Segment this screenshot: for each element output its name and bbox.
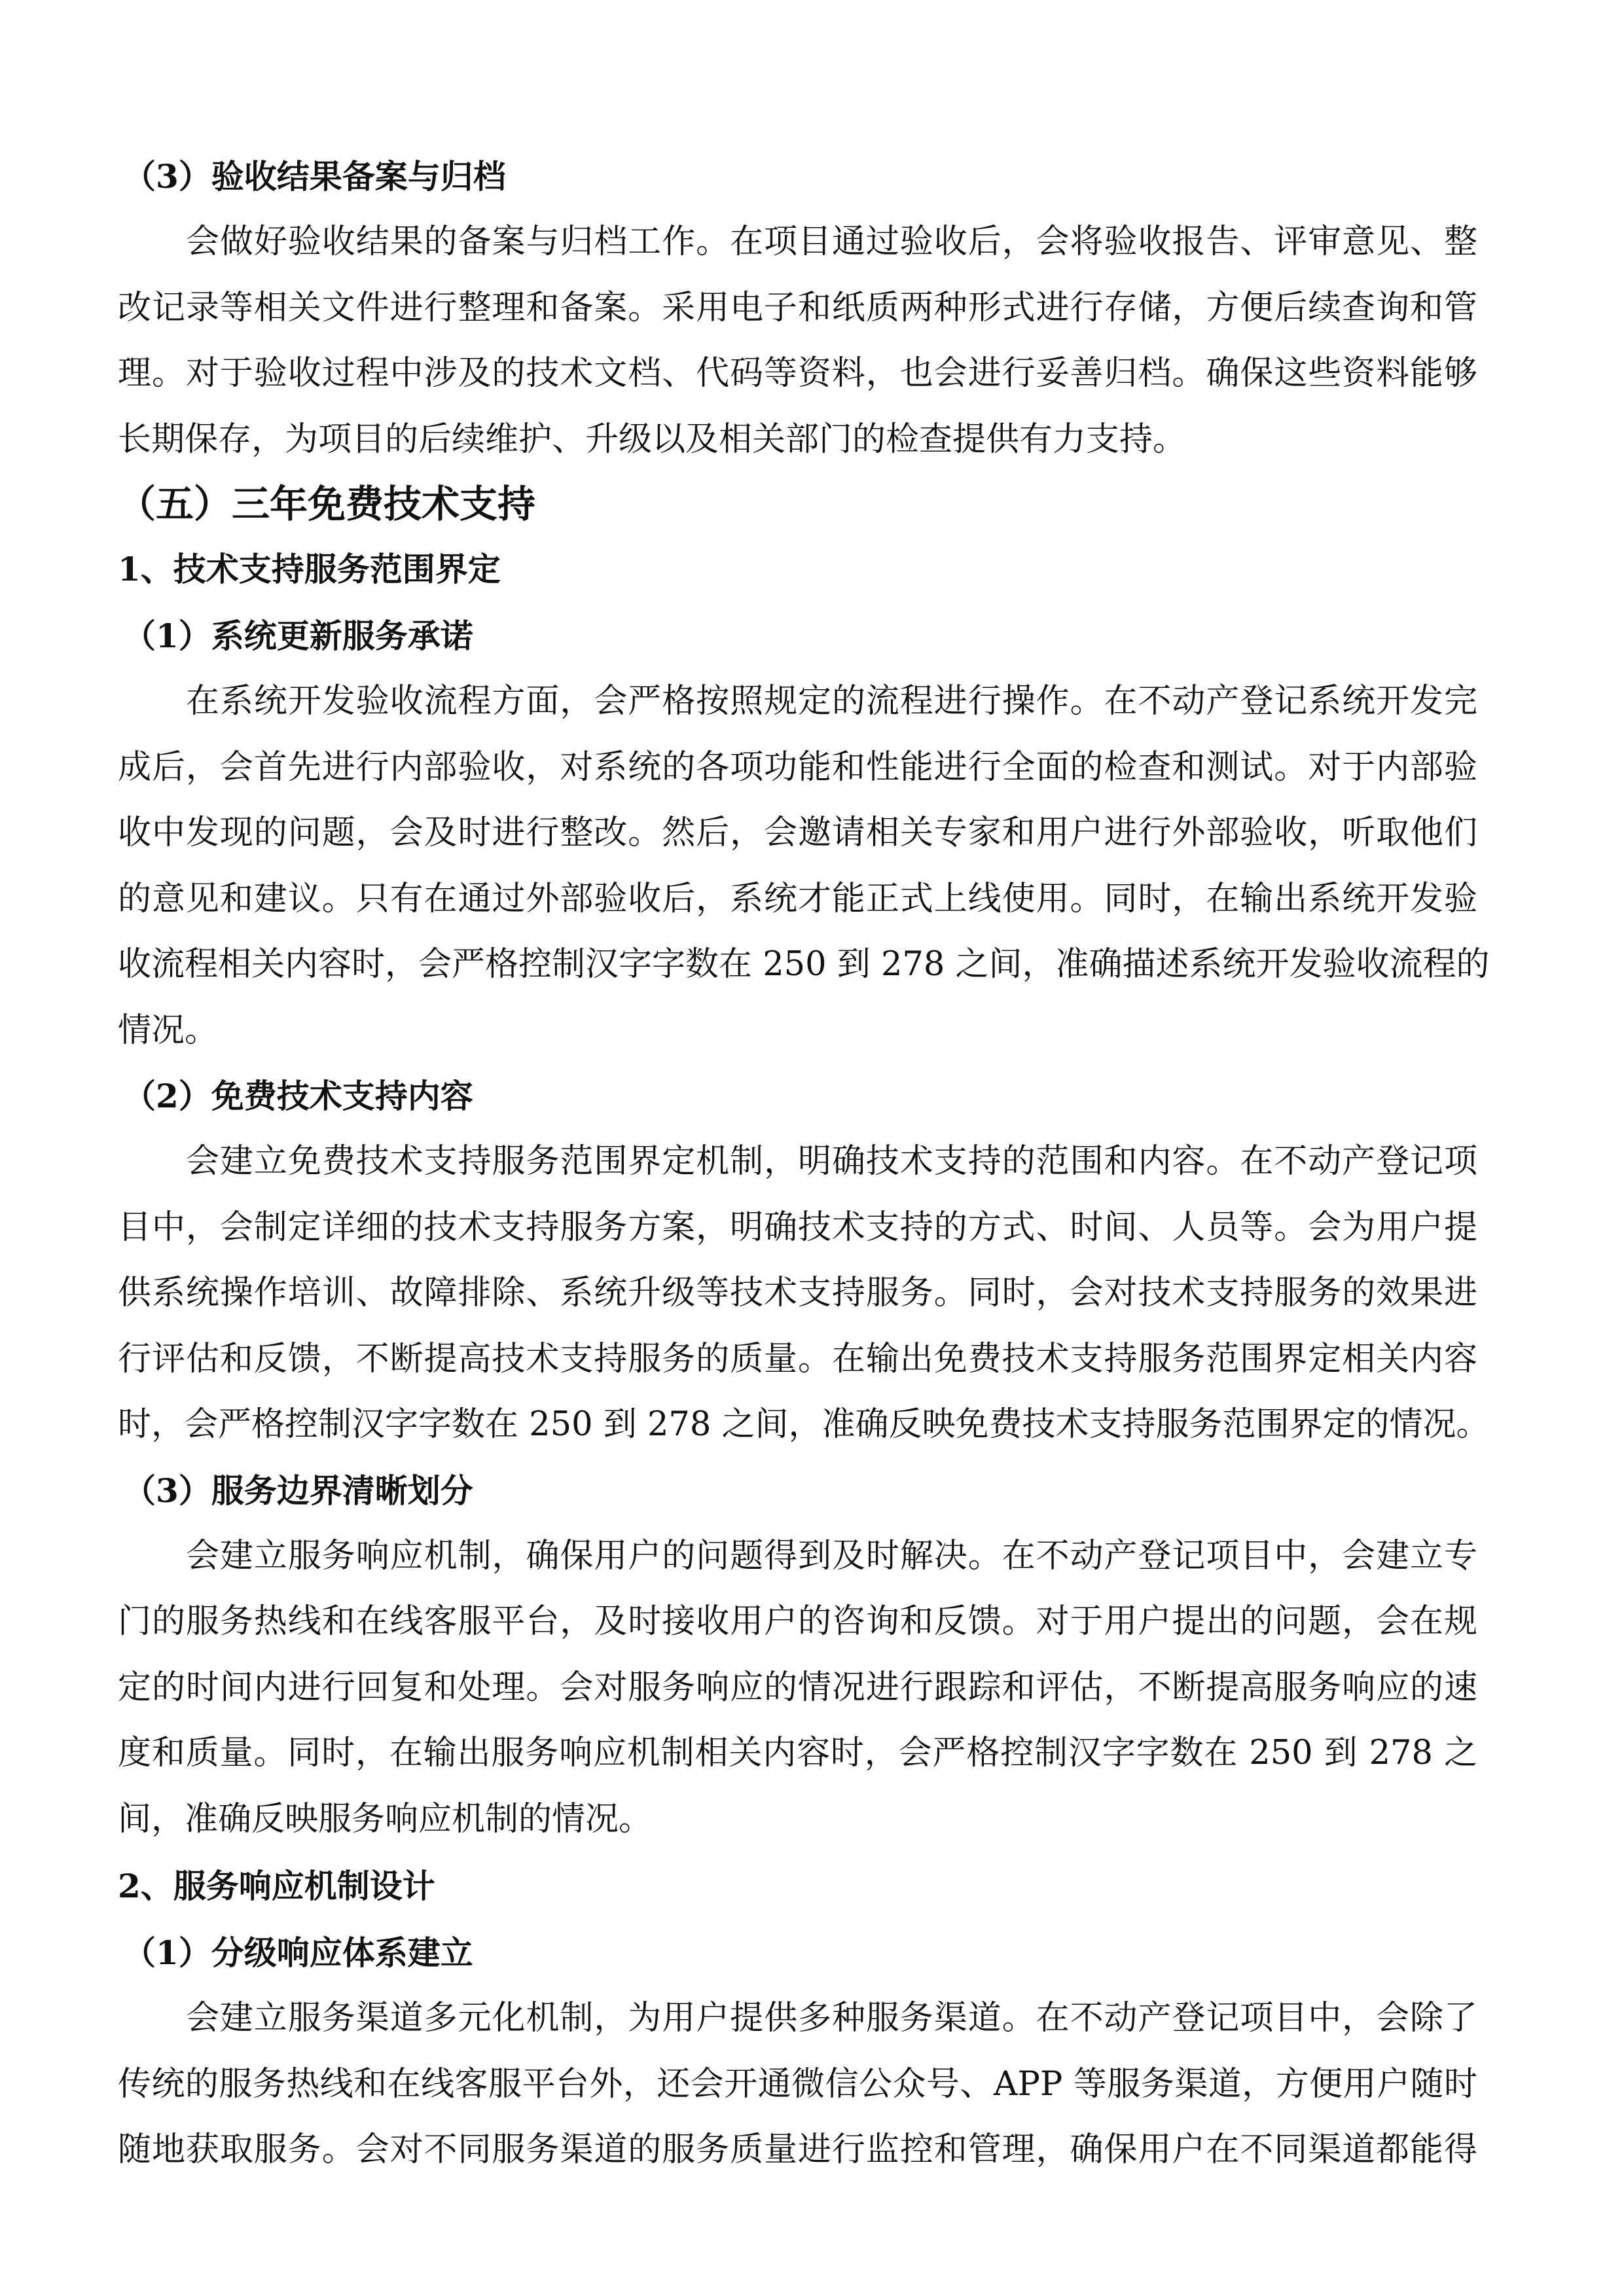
paragraph-line: 成后，会首先进行内部验收，对系统的各项功能和性能进行全面的检查和测试。对于内部验 (118, 747, 1477, 787)
paragraph-line: 收中发现的问题，会及时进行整改。然后，会邀请相关专家和用户进行外部验收，听取他们 (118, 814, 1477, 852)
paragraph-line: 定的时间内进行回复和处理。会对服务响应的情况进行跟踪和评估，不断提高服务响应的速 (118, 1668, 1477, 1707)
paragraph-line: 门的服务热线和在线客服平台，及时接收用户的咨询和反馈。对于用户提出的问题，会在规 (118, 1602, 1477, 1641)
subsection-heading: （1）分级响应体系建立 (123, 1933, 473, 1972)
paragraph-line: 度和质量。同时，在输出服务响应机制相关内容时，会严格控制汉字字数在 250 到 278 之 (118, 1734, 1477, 1772)
paragraph-line: 长期保存，为项目的后续维护、升级以及相关部门的检查提供有力支持。 (118, 420, 1187, 459)
paragraph-line: 在系统开发验收流程方面，会严格按照规定的流程进行操作。在不动产登记系统开发完 (186, 682, 1477, 721)
body-paragraph (118, 1986, 1477, 2183)
paragraph-line: 时，会严格控制汉字字数在 250 到 278 之间，准确反映免费技术支持服务范围界定的情况。 (118, 1405, 1490, 1444)
body-paragraph (118, 1129, 1490, 1458)
paragraph-line: 的意见和建议。只有在通过外部验收后，系统才能正式上线使用。同时，在输出系统开发验 (118, 879, 1477, 918)
subsection-heading: （1）系统更新服务承诺 (123, 617, 473, 655)
paragraph-line: 会建立免费技术支持服务范围界定机制，明确技术支持的范围和内容。在不动产登记项 (186, 1142, 1477, 1181)
body-paragraph (118, 209, 1477, 473)
paragraph-line: 间，准确反映服务响应机制的情况。 (118, 1799, 653, 1839)
body-paragraph (118, 669, 1490, 1064)
subsection-heading: （2）免费技术支持内容 (123, 1077, 473, 1115)
paragraph-line: 收流程相关内容时，会严格控制汉字字数在 250 到 278 之间，准确描述系统开发验收流程的 (118, 945, 1490, 984)
paragraph-line: 会做好验收结果的备案与归档工作。在项目通过验收后，会将验收报告、评审意见、整 (186, 223, 1477, 261)
paragraph-line: 行评估和反馈，不断提高技术支持服务的质量。在输出免费技术支持服务范围界定相关内容 (118, 1339, 1477, 1378)
subsection-heading: （3）验收结果备案与归档 (123, 157, 506, 196)
body-paragraph (118, 1524, 1477, 1853)
paragraph-line: 随地获取服务。会对不同服务渠道的服务质量进行监控和管理，确保用户在不同渠道都能得 (118, 2130, 1477, 2169)
paragraph-line: 供系统操作培训、故障排除、系统升级等技术支持服务。同时，会对技术支持服务的效果进 (118, 1274, 1477, 1312)
paragraph-line: 理。对于验收过程中涉及的技术文档、代码等资料，也会进行妥善归档。确保这些资料能够 (118, 354, 1477, 393)
numbered-heading: 2、服务响应机制设计 (118, 1867, 435, 1905)
paragraph-line: 会建立服务渠道多元化机制，为用户提供多种服务渠道。在不动产登记项目中，会除了 (186, 1999, 1477, 2037)
section-heading: （五）三年免费技术支持 (118, 482, 536, 526)
paragraph-line: 传统的服务热线和在线客服平台外，还会开通微信公众号、APP 等服务渠道，方便用户随时 (118, 2064, 1477, 2104)
numbered-heading: 1、技术支持服务范围界定 (118, 550, 501, 588)
document-page (118, 144, 1490, 2183)
paragraph-line: 目中，会制定详细的技术支持服务方案，明确技术支持的方式、时间、人员等。会为用户提 (118, 1208, 1477, 1247)
paragraph-line: 会建立服务响应机制，确保用户的问题得到及时解决。在不动产登记项目中，会建立专 (186, 1536, 1477, 1575)
subsection-heading: （3）服务边界清晰划分 (123, 1471, 473, 1510)
paragraph-line: 情况。 (118, 1011, 219, 1050)
paragraph-line: 改记录等相关文件进行整理和备案。采用电子和纸质两种形式进行存储，方便后续查询和管 (118, 288, 1477, 327)
